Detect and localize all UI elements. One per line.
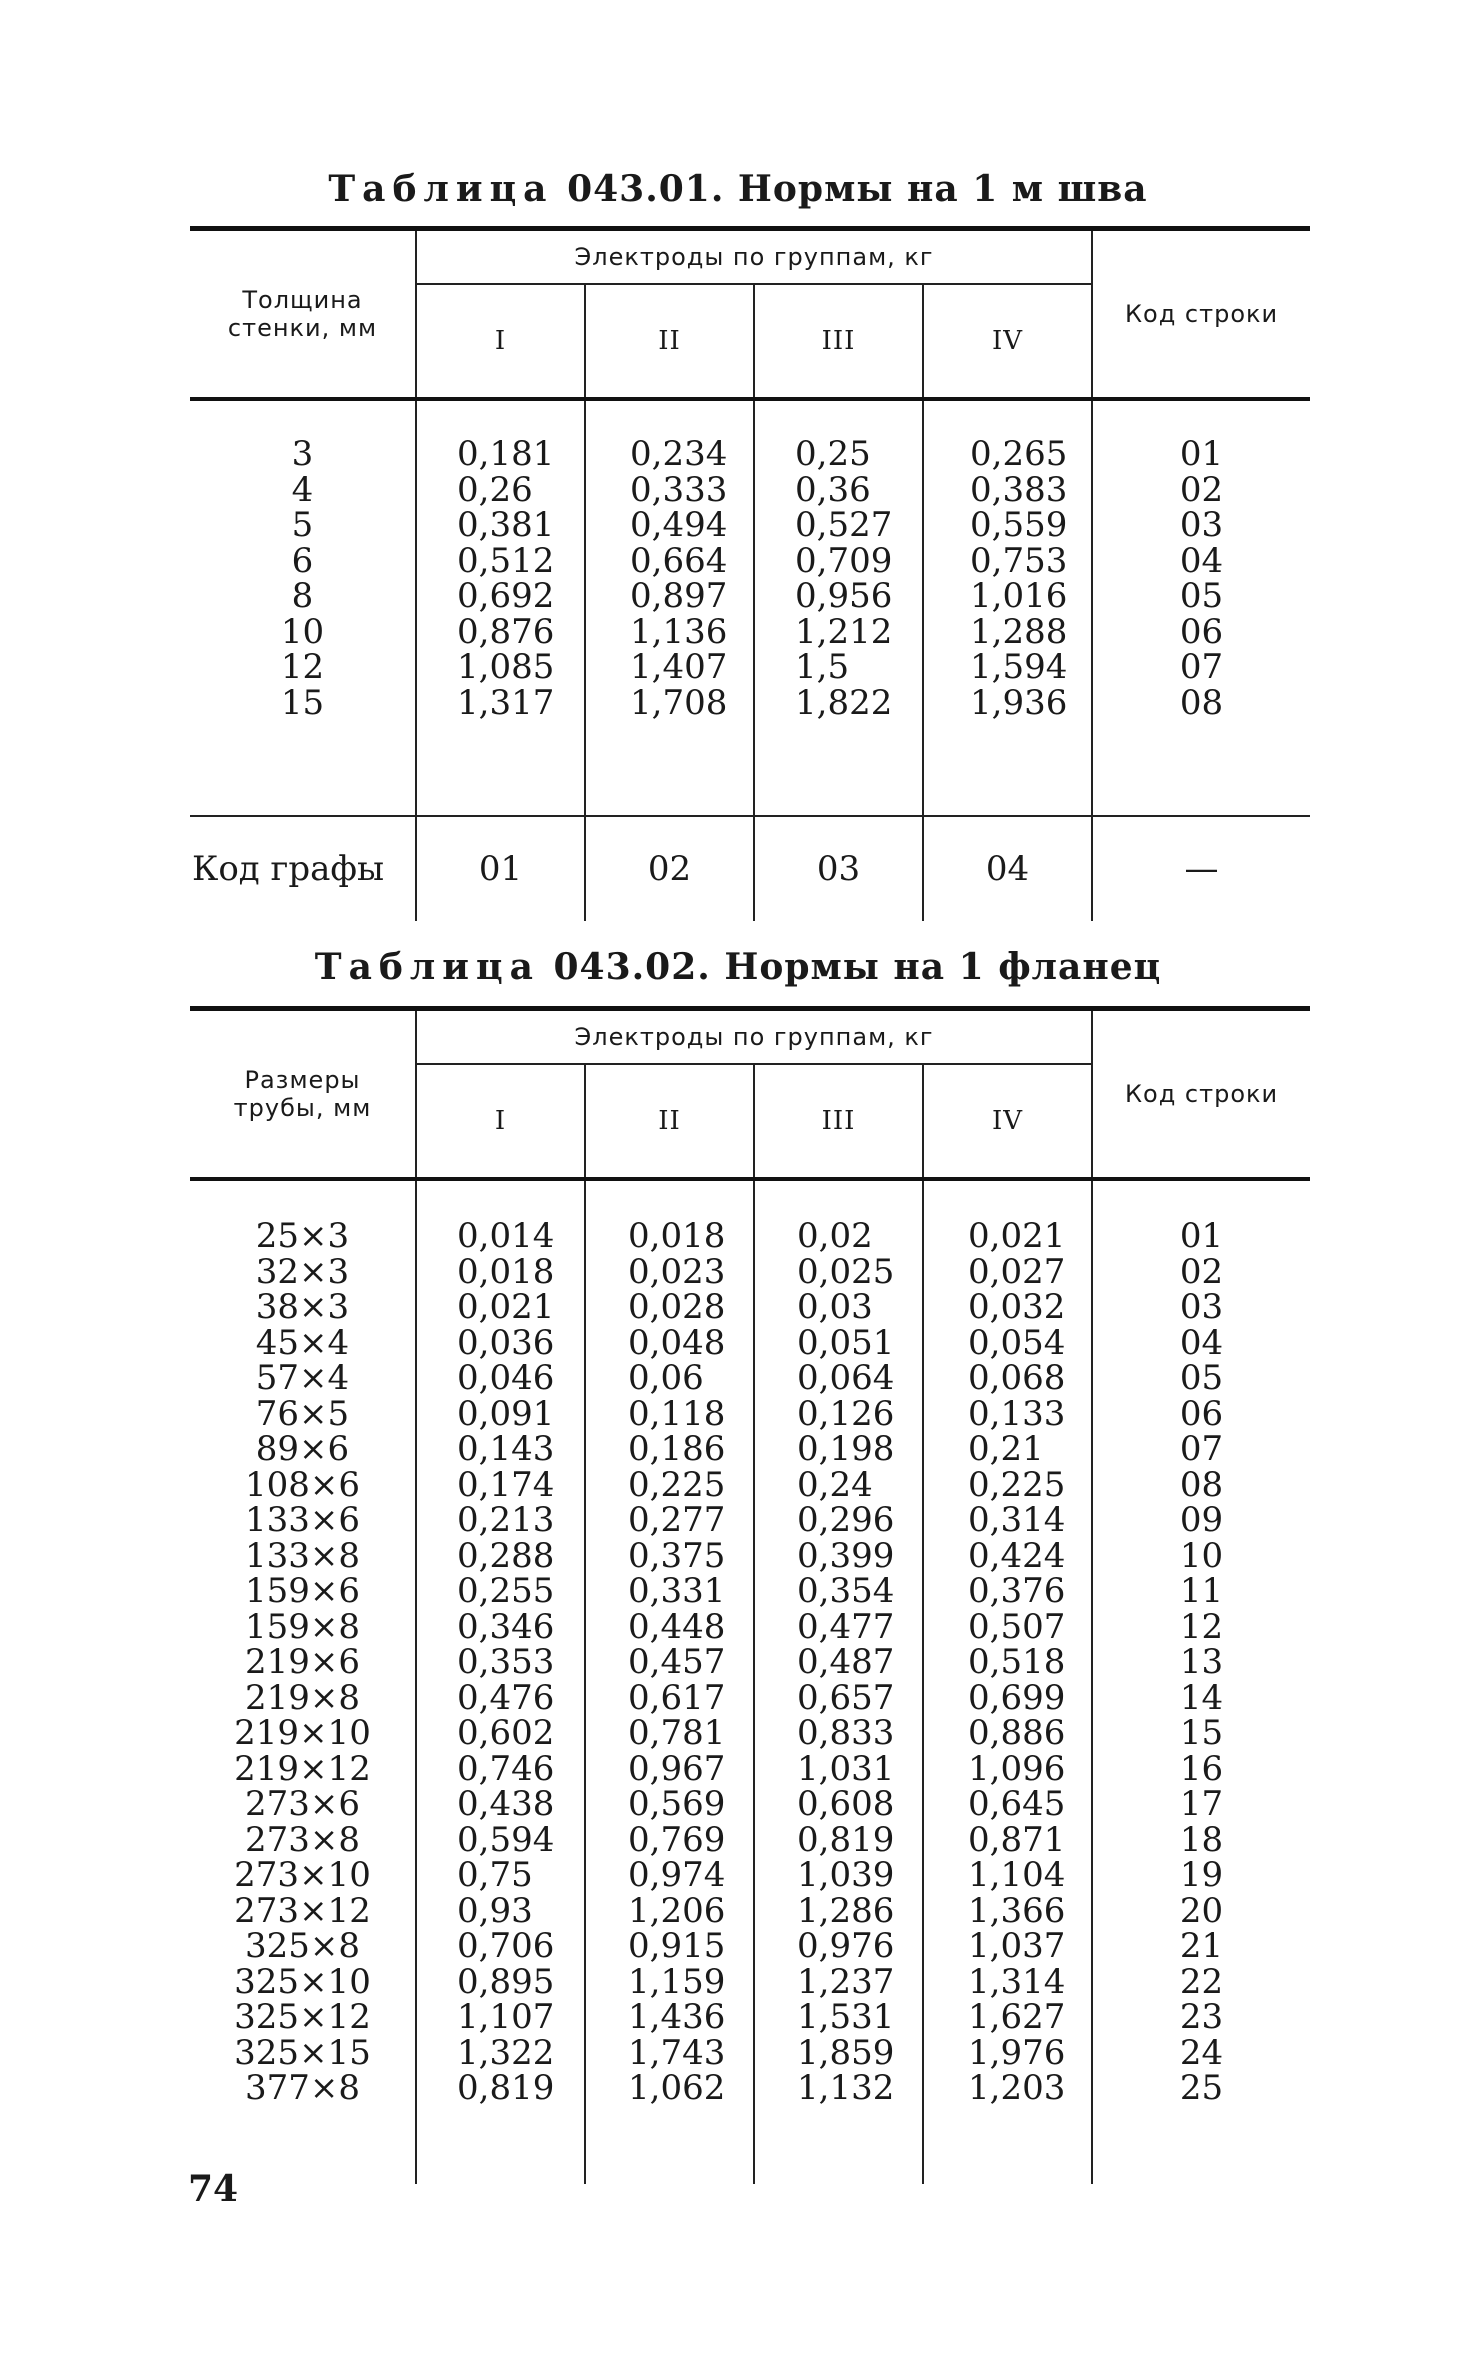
table2-value-cell: 0,296 (797, 1500, 895, 1540)
table2-value-cell: 0,93 (457, 1890, 533, 1931)
table2-caption-text: 043.02. Нормы на 1 фланец (553, 946, 1162, 988)
table2-value-cell: 1,237 (797, 1961, 895, 2002)
table1-code-cell: 05 (1179, 576, 1224, 616)
table1-footer-code-II: 02 (585, 816, 754, 921)
table2-value-cell: 0,569 (628, 1784, 726, 1824)
table1-col-header-IV: IV (923, 284, 1092, 399)
table2-value-cell: 0,448 (628, 1606, 726, 1647)
table2-value-cell: 0,225 (968, 1464, 1066, 1505)
table2-pipe-size-cell: 219×6 (244, 1642, 360, 1682)
table1-footer-dash: — (1092, 816, 1310, 921)
table2-value-cell: 0,126 (797, 1393, 895, 1434)
table2-pipe-size-cell: 133×8 (244, 1535, 360, 1576)
table1-thickness-cell: 10 (280, 611, 325, 652)
table2-value-cell: 0,118 (628, 1393, 726, 1434)
table2-code-cell: 13 (1179, 1642, 1224, 1682)
table2-value-cell: 1,031 (797, 1748, 895, 1789)
table2-value-cell: 0,75 (457, 1855, 533, 1895)
table2-caption (0, 946, 1476, 988)
table2-code-cell: 18 (1179, 1819, 1224, 1860)
table2-value-cell: 0,032 (968, 1287, 1066, 1327)
table2-code-column (1092, 1179, 1310, 2184)
table1 (190, 226, 1310, 921)
table2-value-cell: 0,657 (797, 1677, 895, 1718)
table2-value-cell: 0,023 (628, 1251, 726, 1292)
table2-value-cell: 0,174 (457, 1464, 555, 1505)
table2-col-header-IV: IV (923, 1064, 1092, 1179)
table2-value-cell: 0,706 (457, 1926, 555, 1966)
table2-value-cell: 1,627 (968, 1997, 1066, 2037)
table2-value-cell: 0,976 (797, 1926, 895, 1966)
table2-pipe-size-cell: 108×6 (244, 1464, 360, 1505)
table2-value-cell: 0,021 (457, 1287, 555, 1327)
table1-value-cell: 0,664 (630, 540, 728, 581)
table2-column-II (585, 1179, 754, 2184)
table2-value-cell: 1,314 (968, 1961, 1066, 2002)
table2-value-cell: 0,288 (457, 1535, 555, 1576)
table2-value-cell: 1,132 (797, 2068, 895, 2108)
table2-value-cell: 1,096 (968, 1748, 1066, 1789)
table1-code-cell: 01 (1179, 434, 1224, 474)
table2-value-cell: 1,037 (968, 1926, 1066, 1966)
table2-value-cell: 0,645 (968, 1784, 1066, 1824)
table1-thickness-cell: 5 (291, 505, 314, 545)
table2-code-cell: 23 (1179, 1997, 1224, 2037)
table2-value-cell: 0,255 (457, 1571, 555, 1611)
table2-pipe-size-cell: 25×3 (255, 1216, 350, 1256)
table1-first-col-header: Толщина стенки, мм (190, 229, 416, 400)
table1-value-cell: 0,876 (457, 611, 555, 652)
table1-thickness-cell: 3 (291, 434, 314, 474)
table2-value-cell: 0,21 (968, 1429, 1044, 1469)
table2-value-cell: 0,018 (628, 1216, 726, 1256)
table1-value-cell: 1,016 (970, 576, 1068, 616)
table2-code-cell: 11 (1179, 1571, 1224, 1611)
table2-value-cell: 0,24 (797, 1464, 873, 1505)
table2-pipe-size-cell: 219×12 (234, 1748, 371, 1789)
table2-value-cell: 1,206 (628, 1890, 726, 1931)
table2-value-cell: 0,025 (797, 1251, 895, 1292)
table2-value-cell: 0,871 (968, 1819, 1066, 1860)
table1-value-cell: 1,594 (970, 647, 1068, 687)
table2-pipe-size-cell: 325×10 (234, 1961, 371, 2002)
table2-value-cell: 0,476 (457, 1677, 555, 1718)
table2-value-cell: 0,376 (968, 1571, 1066, 1611)
table2-value-cell: 0,507 (968, 1606, 1066, 1647)
table2-value-cell: 0,974 (628, 1855, 726, 1895)
table1-value-cell: 0,527 (795, 505, 893, 545)
table1-footer-code-I: 01 (416, 816, 585, 921)
table2-value-cell: 0,457 (628, 1642, 726, 1682)
table2-code-cell: 04 (1179, 1322, 1224, 1363)
table2-value-cell: 0,617 (628, 1677, 726, 1718)
table1-code-col-header: Код строки (1092, 229, 1310, 400)
table2-value-cell: 0,769 (628, 1819, 726, 1860)
table2-value-cell: 1,436 (628, 1997, 726, 2037)
table2-value-cell: 0,02 (797, 1216, 873, 1256)
table2-column-IV (923, 1179, 1092, 2184)
table2-code-cell: 02 (1179, 1251, 1224, 1292)
table1-code-cell: 03 (1179, 505, 1224, 545)
table2-pipe-size-cell: 89×6 (255, 1429, 350, 1469)
table2-value-cell: 1,286 (797, 1890, 895, 1931)
table2-col-header-III: III (754, 1064, 923, 1179)
table2-code-cell: 16 (1179, 1748, 1224, 1789)
table2-value-cell: 0,277 (628, 1500, 726, 1540)
table1-value-cell: 1,085 (457, 647, 555, 687)
table2-value-cell: 1,322 (457, 2032, 555, 2073)
table1-thickness-cell: 6 (291, 540, 314, 581)
table1-code-cell: 04 (1179, 540, 1224, 581)
table2-pipe-size-cell: 32×3 (255, 1251, 350, 1292)
table2-value-cell: 0,819 (797, 1819, 895, 1860)
table2-pipe-size-cell: 45×4 (255, 1322, 350, 1363)
table2-value-cell: 0,967 (628, 1748, 726, 1789)
table2-pipe-size-cell: 219×8 (244, 1677, 360, 1718)
table2-value-cell: 0,746 (457, 1748, 555, 1789)
table2-value-cell: 0,518 (968, 1642, 1066, 1682)
table2-code-cell: 08 (1179, 1464, 1224, 1505)
table2-pipe-size-cell: 76×5 (255, 1393, 350, 1434)
table2-value-cell: 0,036 (457, 1322, 555, 1363)
table2-code-cell: 06 (1179, 1393, 1224, 1434)
table2-code-cell: 20 (1179, 1890, 1224, 1931)
table2-value-cell: 0,477 (797, 1606, 895, 1647)
table1-value-cell: 0,512 (457, 540, 555, 581)
table2-value-cell: 0,198 (797, 1429, 895, 1469)
table1-thickness-cell: 4 (291, 469, 314, 510)
table2-first-col-header: Размеры трубы, мм (190, 1009, 416, 1180)
table2-value-cell: 0,186 (628, 1429, 726, 1469)
table1-value-cell: 0,25 (795, 434, 871, 474)
table2-pipe-size-cell: 325×15 (234, 2032, 371, 2073)
table2-value-cell: 1,159 (628, 1961, 726, 2002)
table1-value-cell: 0,26 (457, 469, 533, 510)
table2-code-cell: 14 (1179, 1677, 1224, 1718)
table2-value-cell: 0,143 (457, 1429, 555, 1469)
table1-code-column (1092, 399, 1310, 816)
table2-pipe-size-cell: 325×8 (244, 1926, 360, 1966)
table1-group-header: Электроды по группам, кг (416, 229, 1092, 285)
table2-value-cell: 1,531 (797, 1997, 895, 2037)
table1-code-cell: 06 (1179, 611, 1224, 652)
table2-value-cell: 0,091 (457, 1393, 555, 1434)
table2-value-cell: 1,743 (628, 2032, 726, 2073)
table2-code-cell: 15 (1179, 1713, 1224, 1753)
table2-value-cell: 0,424 (968, 1535, 1066, 1576)
table2-pipe-size-cell: 273×10 (234, 1855, 371, 1895)
table2-value-cell: 0,133 (968, 1393, 1066, 1434)
table2-col-header-I: I (416, 1064, 585, 1179)
table2-value-cell: 0,021 (968, 1216, 1066, 1256)
table2-value-cell: 0,895 (457, 1961, 555, 2002)
table2-code-cell: 05 (1179, 1358, 1224, 1398)
table1-value-cell: 1,5 (795, 647, 850, 687)
table2-pipe-size-cell: 273×6 (244, 1784, 360, 1824)
table2-code-cell: 01 (1179, 1216, 1224, 1256)
table2-pipe-size-cell: 219×10 (234, 1713, 371, 1753)
table1-value-cell: 0,559 (970, 505, 1068, 545)
table1-column-IV (923, 399, 1092, 816)
table2-caption-word: Таблица (314, 946, 540, 988)
table2-value-cell: 0,487 (797, 1642, 895, 1682)
table2-code-cell: 25 (1179, 2068, 1224, 2108)
table2-value-cell: 0,046 (457, 1358, 555, 1398)
table2-code-col-header: Код строки (1092, 1009, 1310, 1180)
table2-value-cell: 0,438 (457, 1784, 555, 1824)
table2-value-cell: 1,107 (457, 1997, 555, 2037)
table2-pipe-size-column (190, 1179, 416, 2184)
table2-pipe-size-cell: 273×8 (244, 1819, 360, 1860)
table2-col-header-II: II (585, 1064, 754, 1179)
table1-value-cell: 0,181 (457, 434, 555, 474)
table1-value-cell: 1,708 (630, 682, 728, 723)
table2-pipe-size-cell: 57×4 (255, 1358, 350, 1398)
table2-value-cell: 0,819 (457, 2068, 555, 2108)
table1-code-cell: 02 (1179, 469, 1224, 510)
table2-value-cell: 0,699 (968, 1677, 1066, 1718)
table2-code-cell: 24 (1179, 2032, 1224, 2073)
table2-value-cell: 0,781 (628, 1713, 726, 1753)
table2-code-cell: 21 (1179, 1926, 1224, 1966)
table1-value-cell: 1,936 (970, 682, 1068, 723)
table1-column-III (754, 399, 923, 816)
table1-caption (0, 168, 1476, 210)
table2-value-cell: 1,062 (628, 2068, 726, 2108)
table1-value-cell: 0,956 (795, 576, 893, 616)
table1-value-cell: 0,36 (795, 469, 871, 510)
table1-thickness-cell: 12 (280, 647, 325, 687)
table1-col-header-I: I (416, 284, 585, 399)
table2-code-cell: 07 (1179, 1429, 1224, 1469)
table2-pipe-size-cell: 38×3 (255, 1287, 350, 1327)
table2-value-cell: 0,018 (457, 1251, 555, 1292)
table2-code-cell: 22 (1179, 1961, 1224, 2002)
table2-value-cell: 1,039 (797, 1855, 895, 1895)
table1-value-cell: 1,212 (795, 611, 893, 652)
table1-value-cell: 1,136 (630, 611, 728, 652)
table2-value-cell: 0,399 (797, 1535, 895, 1576)
table2-pipe-size-cell: 325×12 (234, 1997, 371, 2037)
table2-value-cell: 0,608 (797, 1784, 895, 1824)
table2-value-cell: 0,051 (797, 1322, 895, 1363)
table1-value-cell: 0,234 (630, 434, 728, 474)
table2-pipe-size-cell: 377×8 (244, 2068, 360, 2108)
table2-value-cell: 0,353 (457, 1642, 555, 1682)
table2-value-cell: 0,594 (457, 1819, 555, 1860)
table1-footer-label: Код графы (190, 816, 416, 921)
table2-value-cell: 0,028 (628, 1287, 726, 1327)
table2-code-cell: 09 (1179, 1500, 1224, 1540)
table2-value-cell: 0,06 (628, 1358, 704, 1398)
table1-code-cell: 07 (1179, 647, 1224, 687)
table2-value-cell: 0,054 (968, 1322, 1066, 1363)
table2-value-cell: 0,331 (628, 1571, 726, 1611)
table1-value-cell: 1,288 (970, 611, 1068, 652)
table2-code-cell: 10 (1179, 1535, 1224, 1576)
table2-value-cell: 0,014 (457, 1216, 555, 1256)
table1-col-header-III: III (754, 284, 923, 399)
table1-column-II (585, 399, 754, 816)
table1-column-I (416, 399, 585, 816)
table1-value-cell: 1,822 (795, 682, 893, 723)
table2-value-cell: 1,366 (968, 1890, 1066, 1931)
table2-value-cell: 0,048 (628, 1322, 726, 1363)
table2-value-cell: 1,203 (968, 2068, 1066, 2108)
table2-value-cell: 0,03 (797, 1287, 873, 1327)
table2 (190, 1006, 1310, 2184)
table2-code-cell: 12 (1179, 1606, 1224, 1647)
table2-value-cell: 0,213 (457, 1500, 555, 1540)
table2-group-header: Электроды по группам, кг (416, 1009, 1092, 1065)
table1-code-cell: 08 (1179, 682, 1224, 723)
table2-value-cell: 0,602 (457, 1713, 555, 1753)
table1-value-cell: 0,333 (630, 469, 728, 510)
table1-value-cell: 0,494 (630, 505, 728, 545)
table1-value-cell: 0,383 (970, 469, 1068, 510)
page-number: 74 (188, 2168, 239, 2210)
table2-code-cell: 03 (1179, 1287, 1224, 1327)
table1-value-cell: 0,265 (970, 434, 1068, 474)
table2-value-cell: 1,859 (797, 2032, 895, 2073)
table2-code-cell: 19 (1179, 1855, 1224, 1895)
table2-code-cell: 17 (1179, 1784, 1224, 1824)
table2-value-cell: 0,915 (628, 1926, 726, 1966)
table1-col-header-II: II (585, 284, 754, 399)
table2-value-cell: 0,346 (457, 1606, 555, 1647)
table2-value-cell: 0,314 (968, 1500, 1066, 1540)
table2-value-cell: 0,068 (968, 1358, 1066, 1398)
table1-caption-text: 043.01. Нормы на 1 м шва (567, 168, 1148, 210)
table1-value-cell: 0,709 (795, 540, 893, 581)
table2-value-cell: 0,027 (968, 1251, 1066, 1292)
table1-footer-code-IV: 04 (923, 816, 1092, 921)
table2-pipe-size-cell: 273×12 (234, 1890, 371, 1931)
table2-column-I (416, 1179, 585, 2184)
table2-pipe-size-cell: 159×6 (244, 1571, 360, 1611)
table2-pipe-size-cell: 133×6 (244, 1500, 360, 1540)
table2-value-cell: 0,064 (797, 1358, 895, 1398)
table1-value-cell: 1,407 (630, 647, 728, 687)
table1-thickness-cell: 8 (291, 576, 314, 616)
table2-value-cell: 0,354 (797, 1571, 895, 1611)
table2-column-III (754, 1179, 923, 2184)
table1-thickness-cell: 15 (280, 682, 325, 723)
table2-value-cell: 0,833 (797, 1713, 895, 1753)
table2-value-cell: 0,886 (968, 1713, 1066, 1753)
table1-value-cell: 0,692 (457, 576, 555, 616)
table2-value-cell: 0,225 (628, 1464, 726, 1505)
table2-value-cell: 1,976 (968, 2032, 1066, 2073)
table1-footer-code-III: 03 (754, 816, 923, 921)
table2-value-cell: 1,104 (968, 1855, 1066, 1895)
table1-value-cell: 0,381 (457, 505, 555, 545)
table2-pipe-size-cell: 159×8 (244, 1606, 360, 1647)
table2-value-cell: 0,375 (628, 1535, 726, 1576)
table1-value-cell: 0,753 (970, 540, 1068, 581)
table1-value-cell: 0,897 (630, 576, 728, 616)
table1-value-cell: 1,317 (457, 682, 555, 723)
table1-thickness-column (190, 399, 416, 816)
table1-caption-word: Таблица (328, 168, 554, 210)
